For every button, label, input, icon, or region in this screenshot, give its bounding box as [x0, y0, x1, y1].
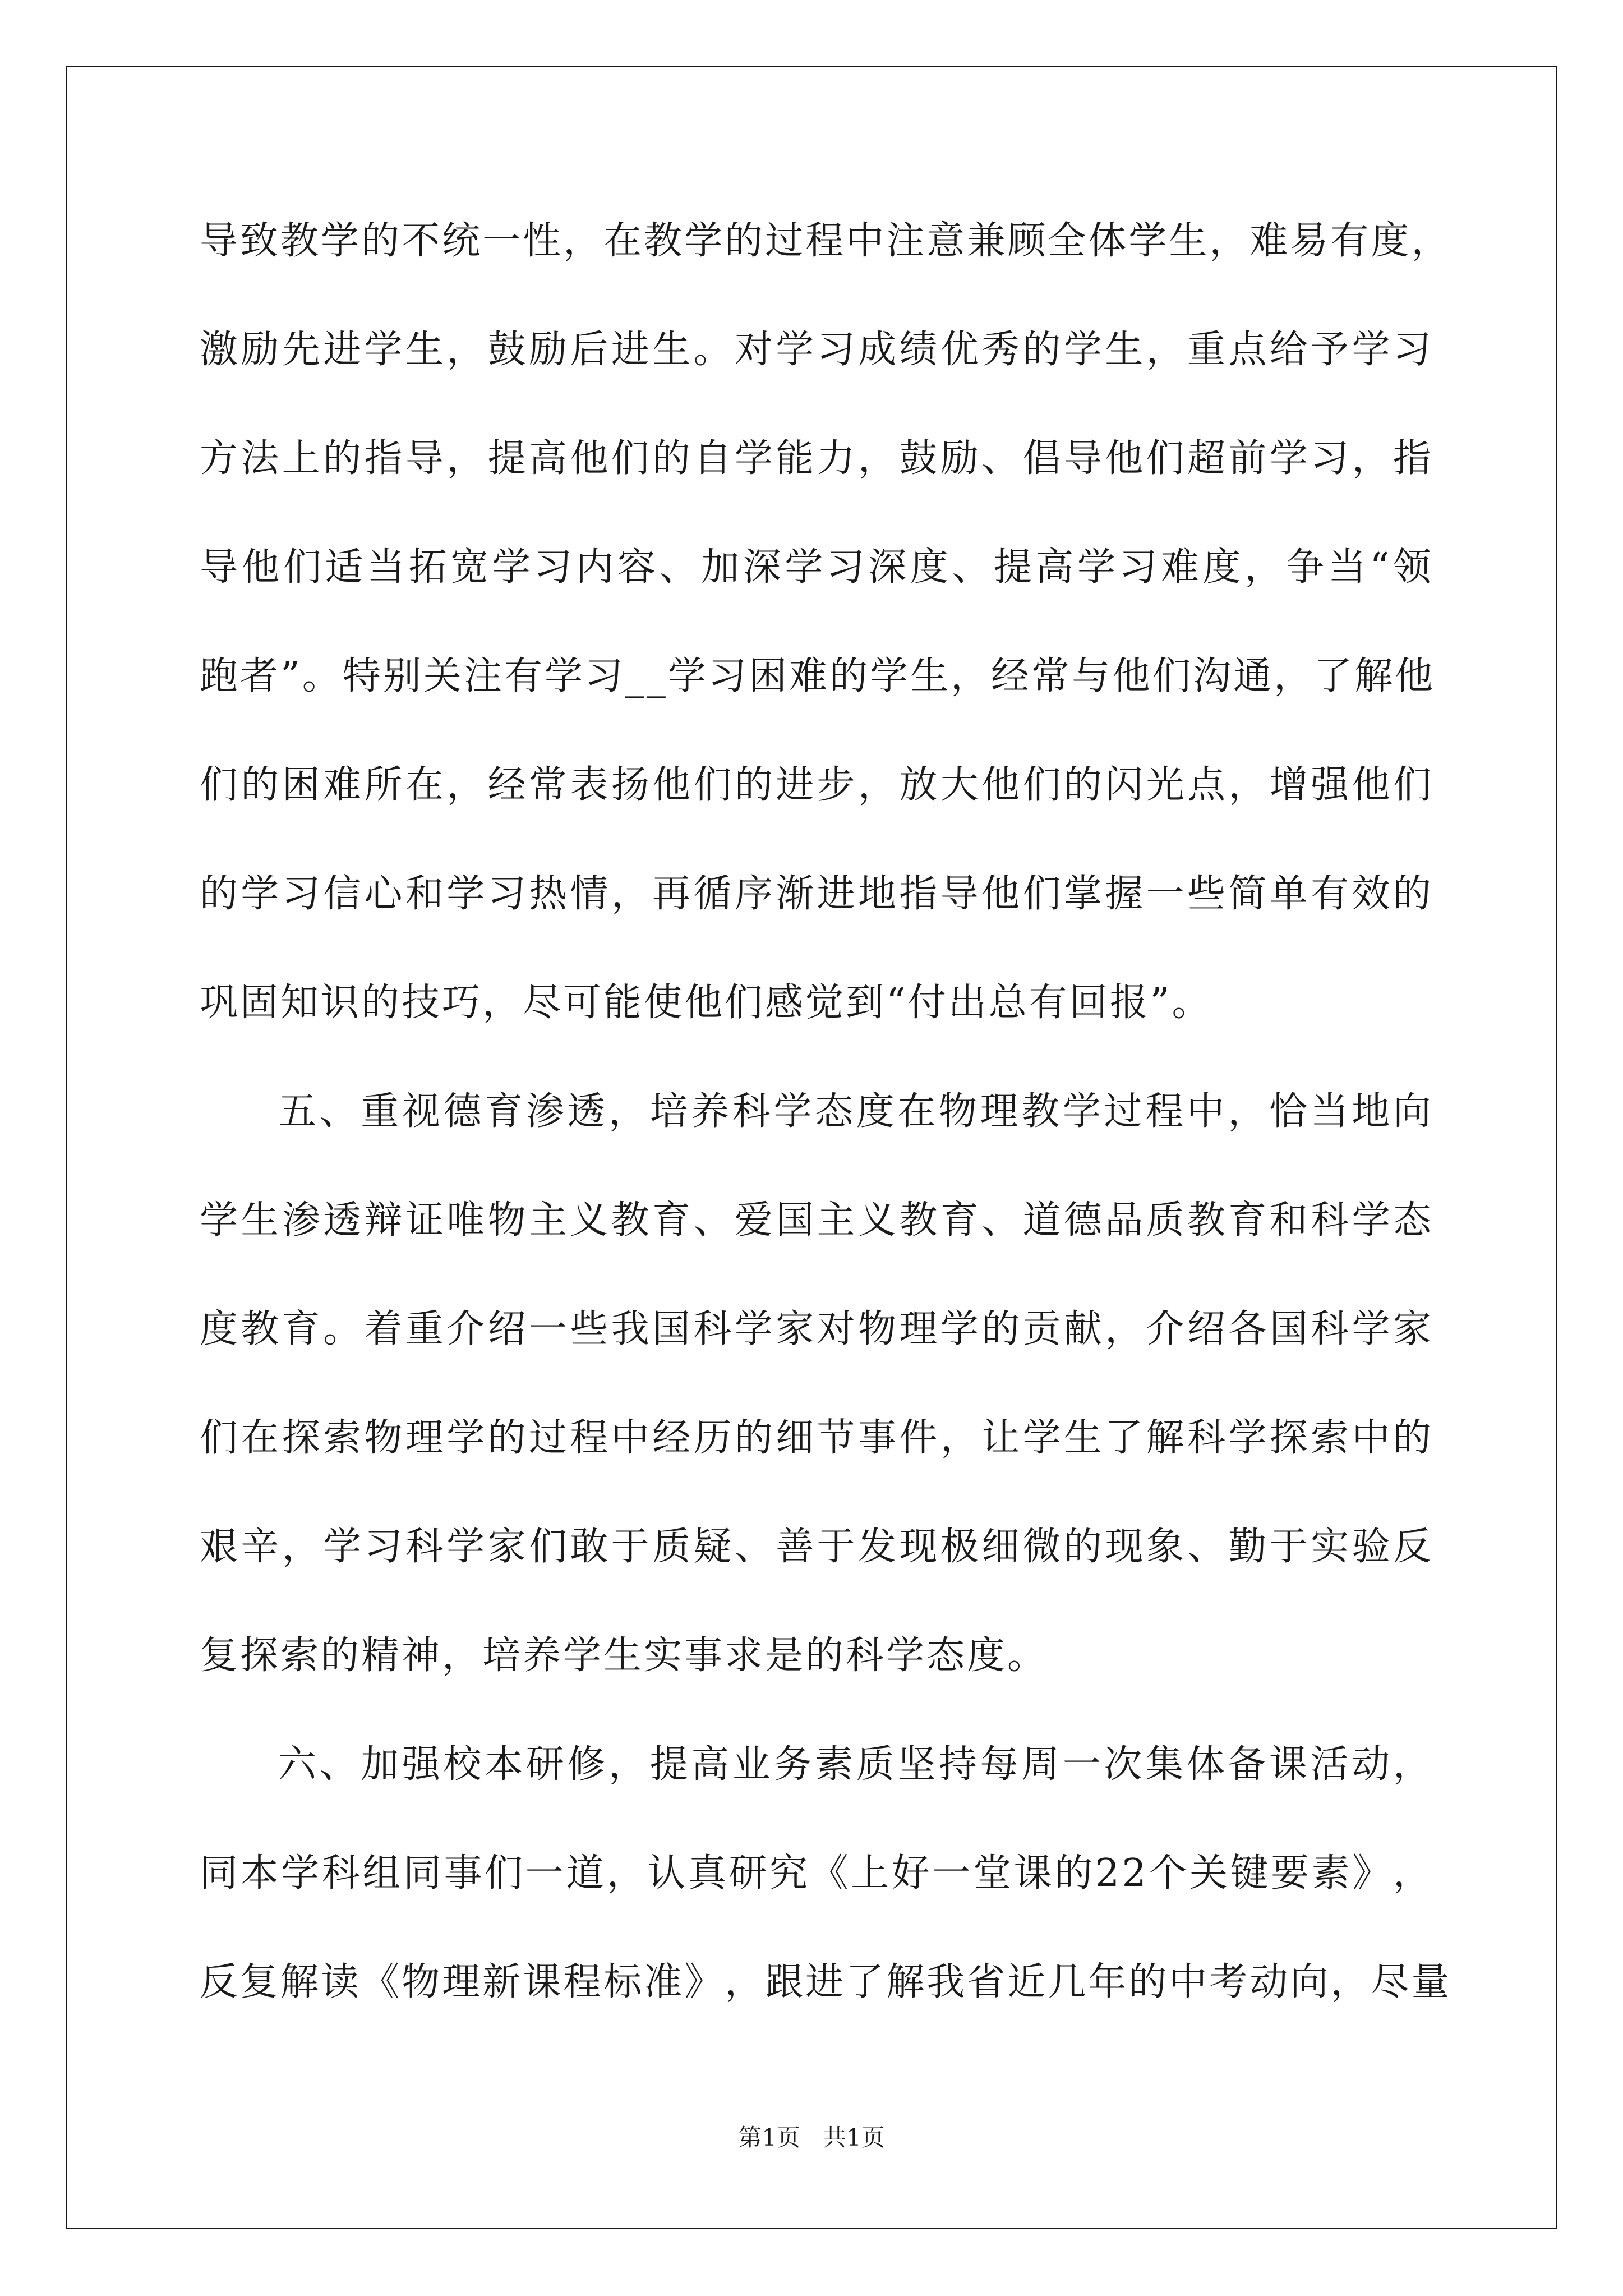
text-line: 度 教 育 。 着 重 介 绍 一 些 我 国 科 学 家 对 物 理 学 的 贡 献 ， 介 绍 各 国 科 学 家 [200, 1307, 1433, 1351]
text-line: 巩固知识的技巧，尽可能使他们感觉到“付出总有回报”。 [200, 981, 1212, 1025]
text-line: 的 学 习 信 心 和 学 习 热 情 ， 再 循 序 渐 进 地 指 导 他 们 掌 握 一 些 简 单 有 效 的 [200, 872, 1433, 916]
text-line: 导 致 教 学 的 不 统 一 性 ， 在 教 学 的 过 程 中 注 意 兼 顾 全 体 学 生 ， 难 易 有 度 ， [200, 219, 1452, 263]
text-line: 导 他 们 适 当 拓 宽 学 习 内 容 、 加 深 学 习 深 度 、 提 高 学 习 难 度 ， 争 当 “ 领 [200, 545, 1433, 590]
text-line: 艰 辛 ， 学 习 科 学 家 们 敢 于 质 疑 、 善 于 发 现 极 细 微 的 现 象 、 勤 于 实 验 反 [200, 1525, 1433, 1569]
paragraph-start-line: 五 、 重 视 德 育 渗 透 ， 培 养 科 学 态 度 在 物 理 教 学 过 程 中 ， 恰 当 地 向 [278, 1089, 1433, 1134]
text-line: 方 法 上 的 指 导 ， 提 高 他 们 的 自 学 能 力 ， 鼓 励 、 倡 导 他 们 超 前 学 习 ， 指 [200, 436, 1433, 481]
paragraph-start-line: 六 、 加 强 校 本 研 修 ， 提 高 业 务 素 质 坚 持 每 周 一 次 集 体 备 课 活 动 ， [278, 1742, 1433, 1787]
text-line: 们 在 探 索 物 理 学 的 过 程 中 经 历 的 细 节 事 件 ， 让 学 生 了 解 科 学 探 索 中 的 [200, 1416, 1433, 1460]
page-border [66, 66, 1557, 2229]
text-line: 跑 者 ” 。 特 别 关 注 有 学 习 _ _ 学 习 困 难 的 学 生 ， 经 常 与 他 们 沟 通 ， 了 解 他 [200, 654, 1436, 698]
text-line: 同 本 学 科 组 同 事 们 一 道 ， 认 真 研 究 《 上 好 一 堂 课 的 2 2 个 关 键 要 素 》 ， [200, 1851, 1433, 1895]
text-line: 反 复 解 读 《 物 理 新 课 程 标 准 》 ， 跟 进 了 解 我 省 近 几 年 的 中 考 动 向 ， 尽 量 [200, 1960, 1452, 2004]
text-line: 学 生 渗 透 辩 证 唯 物 主 义 教 育 、 爱 国 主 义 教 育 、 道 德 品 质 教 育 和 科 学 态 [200, 1198, 1433, 1243]
text-line: 激 励 先 进 学 生 ， 鼓 励 后 进 生 。 对 学 习 成 绩 优 秀 的 学 生 ， 重 点 给 予 学 习 [200, 328, 1433, 372]
text-line: 们 的 困 难 所 在 ， 经 常 表 扬 他 们 的 进 步 ， 放 大 他 们 的 闪 光 点 ， 增 强 他 们 [200, 763, 1433, 807]
page-footer: 第1页 共1页 [738, 2124, 885, 2151]
text-line: 复探索的精神，培养学生实事求是的科学态度。 [200, 1634, 1048, 1678]
